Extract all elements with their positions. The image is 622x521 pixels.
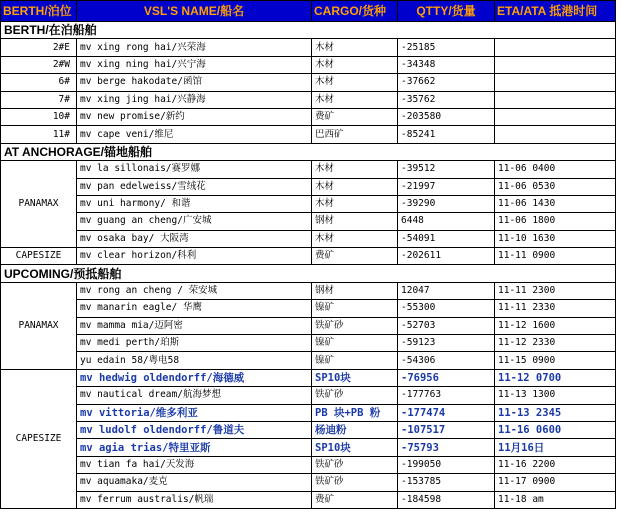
row-spacer <box>616 456 622 473</box>
table-row[interactable] <box>1 439 622 456</box>
quantity-cell[interactable]: -75793 <box>398 439 495 456</box>
quantity-cell[interactable]: -55300 <box>398 300 495 317</box>
table-row[interactable] <box>1 404 622 421</box>
table-row[interactable] <box>1 474 622 491</box>
berth-cell[interactable]: 6# <box>1 74 77 91</box>
vessel-cell[interactable]: mv aquamaka/麦克 <box>77 474 312 491</box>
table-row[interactable] <box>1 74 622 91</box>
quantity-cell[interactable]: -21997 <box>398 178 495 195</box>
eta-cell[interactable] <box>495 91 616 108</box>
vessel-cell[interactable]: mv berge hakodate/函馆 <box>77 74 312 91</box>
table-row[interactable] <box>1 248 622 265</box>
quantity-cell[interactable]: -54091 <box>398 230 495 247</box>
section-row <box>1 22 622 39</box>
quantity-cell[interactable]: -153785 <box>398 474 495 491</box>
quantity-cell[interactable]: 12047 <box>398 282 495 299</box>
cargo-cell[interactable]: 杨迪粉 <box>312 421 398 438</box>
table-row[interactable] <box>1 178 622 195</box>
table-row[interactable] <box>1 126 622 143</box>
vessel-class-cell: CAPESIZE <box>1 369 77 508</box>
eta-cell[interactable]: 11-06 0400 <box>495 161 616 178</box>
section-row <box>1 265 622 282</box>
row-spacer <box>616 421 622 438</box>
cargo-cell[interactable]: 木材 <box>312 56 398 73</box>
quantity-cell[interactable]: 6448 <box>398 213 495 230</box>
vessel-cell[interactable]: mv guang an cheng/广安城 <box>77 213 312 230</box>
eta-cell[interactable] <box>495 74 616 91</box>
row-spacer <box>616 39 622 56</box>
cargo-cell[interactable]: SP10块 <box>312 369 398 386</box>
table-row[interactable] <box>1 421 622 438</box>
row-spacer <box>616 265 622 282</box>
cargo-cell[interactable]: 巴西矿 <box>312 126 398 143</box>
table-row[interactable] <box>1 352 622 369</box>
header-row <box>1 1 622 22</box>
row-spacer <box>616 22 622 39</box>
eta-cell[interactable]: 11-11 0900 <box>495 248 616 265</box>
cargo-cell[interactable]: 木材 <box>312 178 398 195</box>
table-row[interactable] <box>1 491 622 508</box>
eta-cell[interactable]: 11-12 1600 <box>495 317 616 334</box>
row-spacer <box>616 74 622 91</box>
vessel-cell[interactable]: mv rong an cheng / 荣安城 <box>77 282 312 299</box>
row-spacer <box>616 491 622 508</box>
row-spacer <box>616 404 622 421</box>
table-row[interactable] <box>1 335 622 352</box>
table-row[interactable] <box>1 369 622 386</box>
table-row[interactable] <box>1 91 622 108</box>
quantity-cell[interactable]: -35762 <box>398 91 495 108</box>
row-spacer <box>616 56 622 73</box>
quantity-cell[interactable]: -39290 <box>398 195 495 212</box>
quantity-cell[interactable]: -177474 <box>398 404 495 421</box>
quantity-cell[interactable]: -107517 <box>398 421 495 438</box>
berth-cell[interactable]: 10# <box>1 108 77 125</box>
cargo-cell[interactable]: 木材 <box>312 195 398 212</box>
row-spacer <box>616 248 622 265</box>
table-row[interactable] <box>1 317 622 334</box>
cargo-cell[interactable]: 镍矿 <box>312 300 398 317</box>
eta-cell[interactable]: 11-15 0900 <box>495 352 616 369</box>
vessel-cell[interactable]: mv cape veni/维尼 <box>77 126 312 143</box>
section-title: BERTH/在泊船舶 <box>1 22 616 39</box>
vessel-cell[interactable]: mv new promise/新约 <box>77 108 312 125</box>
eta-cell[interactable] <box>495 39 616 56</box>
eta-cell[interactable] <box>495 126 616 143</box>
berth-cell[interactable]: 7# <box>1 91 77 108</box>
row-spacer <box>616 178 622 195</box>
table-row[interactable] <box>1 387 622 404</box>
cargo-cell[interactable]: SP10块 <box>312 439 398 456</box>
quantity-cell[interactable]: -203580 <box>398 108 495 125</box>
header-spacer <box>616 1 622 22</box>
cargo-cell[interactable]: 铁矿砂 <box>312 387 398 404</box>
row-spacer <box>616 143 622 160</box>
eta-cell[interactable]: 11月16日 <box>495 439 616 456</box>
cargo-cell[interactable]: 费矿 <box>312 248 398 265</box>
eta-cell[interactable]: 11-13 2345 <box>495 404 616 421</box>
vessel-cell[interactable]: mv clear horizon/科利 <box>77 248 312 265</box>
quantity-cell[interactable]: -54306 <box>398 352 495 369</box>
vessel-cell[interactable]: mv xing ning hai/兴宁海 <box>77 56 312 73</box>
quantity-cell[interactable]: -85241 <box>398 126 495 143</box>
cargo-cell[interactable]: 铁矿砂 <box>312 474 398 491</box>
berth-cell[interactable]: 2#E <box>1 39 77 56</box>
eta-cell[interactable] <box>495 108 616 125</box>
eta-cell[interactable]: 11-12 2330 <box>495 335 616 352</box>
row-spacer <box>616 91 622 108</box>
eta-cell[interactable]: 11-17 0900 <box>495 474 616 491</box>
vessel-class-cell: PANAMAX <box>1 161 77 248</box>
row-spacer <box>616 352 622 369</box>
row-spacer <box>616 439 622 456</box>
vessel-class-cell: CAPESIZE <box>1 248 77 265</box>
cargo-cell[interactable]: 钢材 <box>312 213 398 230</box>
eta-cell[interactable]: 11-16 0600 <box>495 421 616 438</box>
row-spacer <box>616 195 622 212</box>
row-spacer <box>616 213 622 230</box>
vessel-cell[interactable]: mv ferrum australis/帆瑞 <box>77 491 312 508</box>
row-spacer <box>616 230 622 247</box>
quantity-cell[interactable]: -177763 <box>398 387 495 404</box>
berth-cell[interactable]: 11# <box>1 126 77 143</box>
cargo-cell[interactable]: 镍矿 <box>312 352 398 369</box>
row-spacer <box>616 317 622 334</box>
row-spacer <box>616 474 622 491</box>
eta-cell[interactable]: 11-12 0700 <box>495 369 616 386</box>
cargo-cell[interactable]: 木材 <box>312 74 398 91</box>
header-eta[interactable]: ETA/ATA 抵港时间 <box>495 1 616 22</box>
eta-cell[interactable]: 11-16 2200 <box>495 456 616 473</box>
quantity-cell[interactable]: -37662 <box>398 74 495 91</box>
vessel-class-cell: PANAMAX <box>1 282 77 369</box>
section-title: UPCOMING/预抵船舶 <box>1 265 616 282</box>
vessel-cell[interactable]: mv manarin eagle/ 华鹰 <box>77 300 312 317</box>
eta-cell[interactable]: 11-13 1300 <box>495 387 616 404</box>
table-row[interactable] <box>1 230 622 247</box>
vessel-cell[interactable]: mv ludolf oldendorff/鲁道夫 <box>77 421 312 438</box>
table-row[interactable] <box>1 282 622 299</box>
row-spacer <box>616 300 622 317</box>
vessel-cell[interactable]: mv hedwig oldendorff/海德威 <box>77 369 312 386</box>
vessel-cell[interactable]: mv mamma mia/迈阿密 <box>77 317 312 334</box>
quantity-cell[interactable]: -34348 <box>398 56 495 73</box>
cargo-cell[interactable]: 镍矿 <box>312 335 398 352</box>
row-spacer <box>616 335 622 352</box>
vessel-cell[interactable]: mv xing jing hai/兴静海 <box>77 91 312 108</box>
vessel-cell[interactable]: mv uni harmony/ 和谐 <box>77 195 312 212</box>
quantity-cell[interactable]: -52703 <box>398 317 495 334</box>
table-row[interactable] <box>1 213 622 230</box>
table-row[interactable] <box>1 39 622 56</box>
table-row[interactable] <box>1 456 622 473</box>
row-spacer <box>616 126 622 143</box>
table-row[interactable] <box>1 161 622 178</box>
vessel-cell[interactable]: mv nautical dream/航海梦想 <box>77 387 312 404</box>
header-berth[interactable]: BERTH/泊位 <box>1 1 77 22</box>
quantity-cell[interactable]: -59123 <box>398 335 495 352</box>
eta-cell[interactable]: 11-06 1430 <box>495 195 616 212</box>
cargo-cell[interactable]: 木材 <box>312 91 398 108</box>
cargo-cell[interactable]: 木材 <box>312 161 398 178</box>
eta-cell[interactable]: 11-06 0530 <box>495 178 616 195</box>
vessel-cell[interactable]: mv tian fa hai/天发海 <box>77 456 312 473</box>
quantity-cell[interactable]: -39512 <box>398 161 495 178</box>
cargo-cell[interactable]: PB 块+PB 粉 <box>312 404 398 421</box>
vessel-cell[interactable]: mv agia trias/特里亚斯 <box>77 439 312 456</box>
table-row[interactable] <box>1 108 622 125</box>
berth-cell[interactable]: 2#W <box>1 56 77 73</box>
cargo-cell[interactable]: 钢材 <box>312 282 398 299</box>
row-spacer <box>616 387 622 404</box>
eta-cell[interactable]: 11-11 2300 <box>495 282 616 299</box>
table-row[interactable] <box>1 195 622 212</box>
quantity-cell[interactable]: -76956 <box>398 369 495 386</box>
cargo-cell[interactable]: 木材 <box>312 230 398 247</box>
vessel-cell[interactable]: mv vittoria/维多利亚 <box>77 404 312 421</box>
row-spacer <box>616 369 622 386</box>
cargo-cell[interactable]: 铁矿砂 <box>312 456 398 473</box>
quantity-cell[interactable]: -25185 <box>398 39 495 56</box>
header-cargo[interactable]: CARGO/货种 <box>312 1 398 22</box>
section-row <box>1 143 622 160</box>
vessel-cell[interactable]: yu edain 58/粤电58 <box>77 352 312 369</box>
vessel-cell[interactable]: mv pan edelweiss/雪绒花 <box>77 178 312 195</box>
vessel-cell[interactable]: mv xing rong hai/兴荣海 <box>77 39 312 56</box>
header-quantity[interactable]: QTTY/货量 <box>398 1 495 22</box>
eta-cell[interactable]: 11-11 2330 <box>495 300 616 317</box>
row-spacer <box>616 161 622 178</box>
quantity-cell[interactable]: -199050 <box>398 456 495 473</box>
table-row[interactable] <box>1 300 622 317</box>
cargo-cell[interactable]: 费矿 <box>312 491 398 508</box>
eta-cell[interactable]: 11-18 am <box>495 491 616 508</box>
eta-cell[interactable]: 11-10 1630 <box>495 230 616 247</box>
row-spacer <box>616 282 622 299</box>
vessel-cell[interactable]: mv la sillonais/赛罗娜 <box>77 161 312 178</box>
quantity-cell[interactable]: -202611 <box>398 248 495 265</box>
header-vessel-name[interactable]: VSL'S NAME/船名 <box>77 1 312 22</box>
quantity-cell[interactable]: -184598 <box>398 491 495 508</box>
cargo-cell[interactable]: 铁矿砂 <box>312 317 398 334</box>
eta-cell[interactable]: 11-06 1800 <box>495 213 616 230</box>
table-row[interactable] <box>1 56 622 73</box>
cargo-cell[interactable]: 费矿 <box>312 108 398 125</box>
vessel-cell[interactable]: mv osaka bay/ 大阪湾 <box>77 230 312 247</box>
section-title: AT ANCHORAGE/锚地船舶 <box>1 143 616 160</box>
cargo-cell[interactable]: 木材 <box>312 39 398 56</box>
row-spacer <box>616 108 622 125</box>
vessel-cell[interactable]: mv medi perth/珀斯 <box>77 335 312 352</box>
eta-cell[interactable] <box>495 56 616 73</box>
